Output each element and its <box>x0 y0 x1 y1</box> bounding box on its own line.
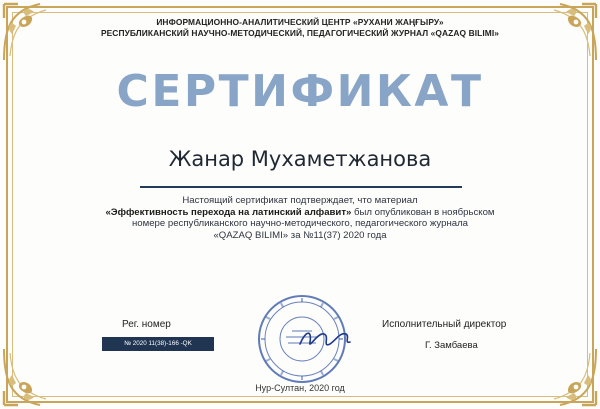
corner-ornament-icon <box>0 345 64 409</box>
certificate-title: СЕРТИФИКАТ <box>116 66 484 117</box>
corner-ornament-icon <box>536 345 600 409</box>
body-published: был опубликован в ноябрьском номере республиканского научно-методического, педагогического журнала <box>131 206 495 229</box>
name-underline <box>140 186 462 188</box>
journal-name: «QAZAQ BILIMI» <box>213 229 289 241</box>
issuer-line-2: РЕСПУБЛИКАНСКИЙ НАУЧНО-МЕТОДИЧЕСКИЙ, ПЕДАГОГИЧЕСКИЙ ЖУРНАЛ «QAZAQ BILIMI» <box>100 28 500 38</box>
director-title: Исполнительный директор <box>382 319 507 330</box>
signature-icon <box>296 324 354 352</box>
issuer-header <box>40 17 560 39</box>
body-intro: Настоящий сертификат подтверждает, что материал <box>182 195 418 206</box>
registration-label: Рег. номер <box>122 319 171 330</box>
registration-number-badge: № 2020 11(38)-166 -QK <box>102 337 214 351</box>
issue-number: за №11(37) 2020 года <box>290 229 387 241</box>
recipient-name: Жанар Мухаметжанова <box>168 147 432 171</box>
issuer-line-1: ИНФОРМАЦИОННО-АНАЛИТИЧЕСКИЙ ЦЕНТР «РУХАНИ ЖАҢҒЫРУ» <box>156 17 444 27</box>
certificate-body <box>100 195 500 241</box>
director-name: Г. Замбаева <box>425 340 478 351</box>
place-date: Нур-Султан, 2020 год <box>255 383 345 393</box>
material-title: «Эффективность перехода на латинский алфавит» <box>105 206 352 218</box>
